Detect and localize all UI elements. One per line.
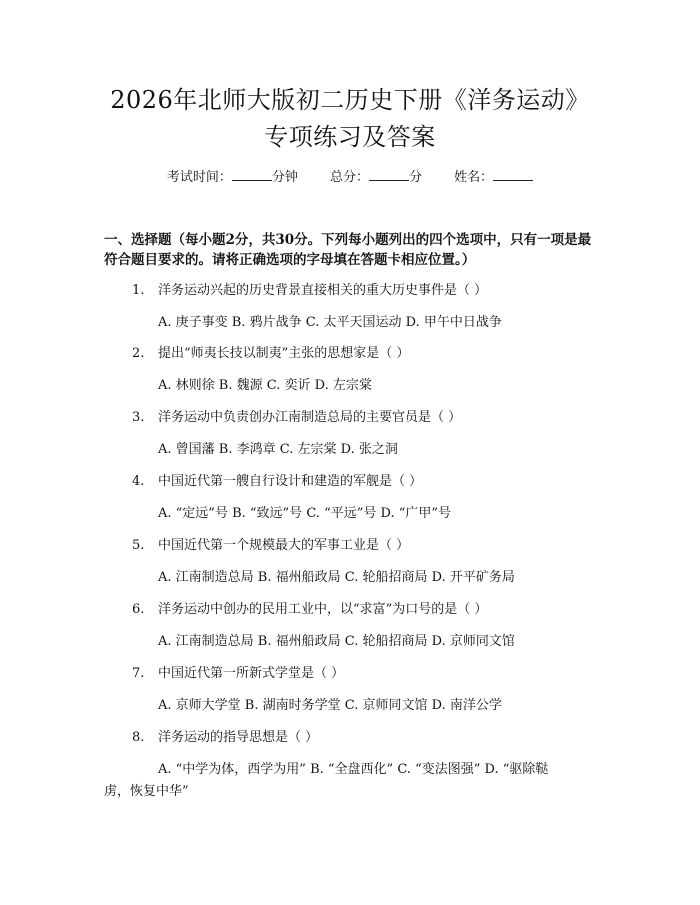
question-text: 中国近代第一所新式学堂是（ ） bbox=[158, 666, 345, 681]
question-7-options: A. 京师大学堂 B. 湖南时务学堂 C. 京师同文馆 D. 南洋公学 bbox=[158, 698, 502, 713]
total-score-blank[interactable] bbox=[369, 168, 409, 181]
question-3-options: A. 曾国藩 B. 李鸿章 C. 左宗棠 D. 张之洞 bbox=[158, 442, 398, 457]
question-number: 2. bbox=[132, 346, 145, 361]
question-number: 1. bbox=[132, 283, 145, 298]
exam-time bbox=[167, 168, 298, 187]
document-title-line-1: 2026年北师大版初二历史下册《洋务运动》 bbox=[110, 86, 590, 114]
question-8 bbox=[132, 729, 602, 747]
question-2 bbox=[132, 345, 602, 363]
question-text: 中国近代第一个规模最大的军事工业是（ ） bbox=[158, 538, 410, 553]
question-number: 7. bbox=[132, 666, 145, 681]
exam-time-label: 考试时间： bbox=[166, 170, 232, 185]
section-heading: 一、选择题（每小题2分，共30分。下列每小题列出的四个选项中，只有一项是最符合题目要求的。请将正确选项的字母填在答题卡相应位置。） bbox=[104, 232, 592, 268]
question-number: 5. bbox=[132, 538, 145, 553]
question-2-options: A. 林则徐 B. 魏源 C. 奕䜣 D. 左宗棠 bbox=[158, 378, 372, 393]
question-text: 洋务运动中创办的民用工业中，以“求富”为口号的是（ ） bbox=[158, 602, 488, 617]
question-number: 6. bbox=[132, 602, 145, 617]
question-number: 4. bbox=[132, 474, 145, 489]
question-8-options: A. “中学为体，西学为用” B. “全盘西化” C. “变法图强” D. “驱除鞑虏，恢复中华” bbox=[104, 762, 549, 799]
question-number: 8. bbox=[132, 730, 145, 745]
document-title-line-2: 专项练习及答案 bbox=[264, 123, 436, 151]
exam-time-blank[interactable] bbox=[232, 168, 272, 181]
question-5-options: A. 江南制造总局 B. 福州船政局 C. 轮船招商局 D. 开平矿务局 bbox=[158, 570, 515, 585]
question-3 bbox=[132, 409, 602, 427]
question-4-options: A. “定远”号 B. “致远”号 C. “平远”号 D. “广甲”号 bbox=[158, 506, 452, 521]
question-text: 中国近代第一艘自行设计和建造的军舰是（ ） bbox=[158, 474, 423, 489]
question-text: 洋务运动中负责创办江南制造总局的主要官员是（ ） bbox=[158, 410, 462, 425]
exam-time-unit: 分钟 bbox=[271, 170, 298, 185]
question-6 bbox=[132, 601, 602, 619]
question-5 bbox=[132, 537, 602, 555]
question-6-options: A. 江南制造总局 B. 福州船政局 C. 轮船招商局 D. 京师同文馆 bbox=[158, 634, 515, 649]
total-score bbox=[330, 168, 422, 187]
question-text: 洋务运动的指导思想是（ ） bbox=[158, 730, 319, 745]
question-1 bbox=[132, 282, 602, 300]
question-4 bbox=[132, 473, 602, 491]
student-name-blank[interactable] bbox=[493, 168, 533, 181]
exam-meta-row bbox=[0, 168, 700, 187]
student-name-label: 姓名： bbox=[454, 170, 494, 185]
question-text: 洋务运动兴起的历史背景直接相关的重大历史事件是（ ） bbox=[158, 283, 488, 298]
question-number: 3. bbox=[132, 410, 145, 425]
total-score-unit: 分 bbox=[409, 170, 423, 185]
student-name bbox=[454, 168, 533, 187]
question-text: 提出“师夷长技以制夷”主张的思想家是（ ） bbox=[158, 346, 410, 361]
question-1-options: A. 庚子事变 B. 鸦片战争 C. 太平天国运动 D. 甲午中日战争 bbox=[158, 315, 502, 330]
total-score-label: 总分： bbox=[329, 170, 369, 185]
question-7 bbox=[132, 665, 602, 683]
